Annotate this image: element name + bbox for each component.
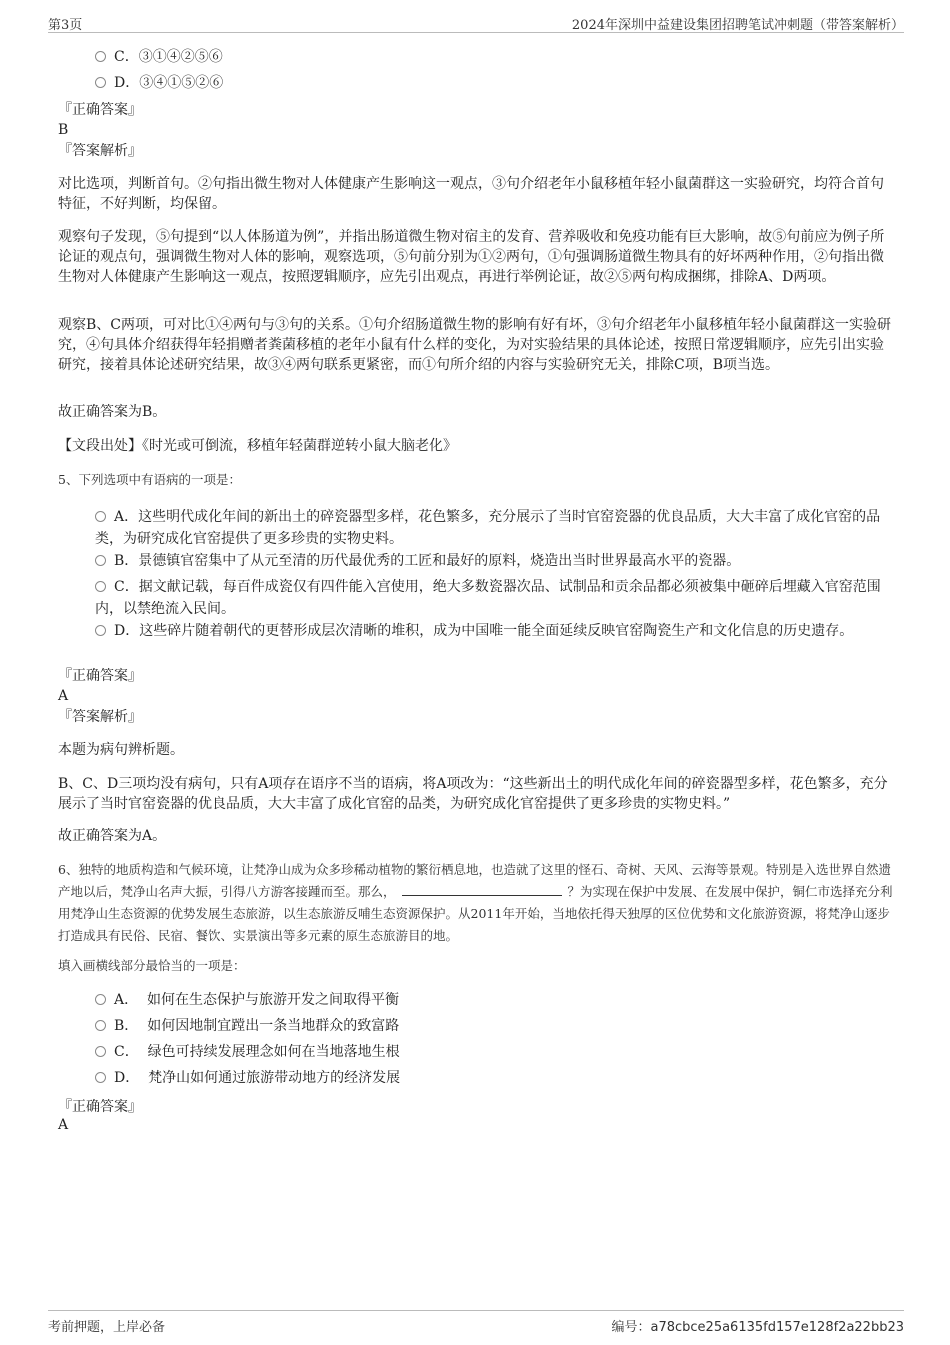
q6-option-b[interactable]: B． 如何因地制宜蹚出一条当地群众的致富路 — [95, 1015, 895, 1037]
radio-icon[interactable] — [95, 1046, 106, 1057]
radio-icon[interactable] — [95, 77, 106, 88]
q6-option-a[interactable]: A． 如何在生态保护与旅游开发之间取得平衡 — [95, 989, 895, 1011]
q5-option-d[interactable]: D．这些碎片随着朝代的更替形成层次清晰的堆积，成为中国唯一能全面延续反映官窑陶瓷生产和文化信息的历史遗存。 — [95, 620, 895, 642]
radio-icon[interactable] — [95, 1020, 106, 1031]
radio-icon[interactable] — [95, 511, 106, 522]
q6-stem: 6、独特的地质构造和气候环境，让梵净山成为众多珍稀动植物的繁衍栖息地，也造就了这里的怪石、奇树、天风、云海等景观。特别是入选世界自然遗产地以后，梵净山名声大振，引得八方游客接踵而至。那么， ？为实现在保护中发展、在发展中保护，铜仁市选择充分利用梵净山生态资源的优势发展生态旅游，以生态旅游反哺生态资源保护。从2011年开始，当地依托得天独厚的区位优势和文化旅游资源，将梵净山逐步打造成具有民俗、民宿、餐饮、实景演出等多元素的原生态旅游目的地。 — [58, 862, 893, 943]
footer-slogan: 考前押题，上岸必备 — [48, 1320, 166, 1335]
q5-answer-label: 『正确答案』 — [58, 668, 142, 684]
q4-analysis-p1: 对比选项，判断首句。②句指出微生物对人体健康产生影响这一观点，③句介绍老年小鼠移植年轻小鼠菌群这一实验研究，均符合首句特征，不好判断，均保留。 — [58, 176, 884, 212]
radio-icon[interactable] — [95, 994, 106, 1005]
radio-icon[interactable] — [95, 581, 106, 592]
radio-icon[interactable] — [95, 1072, 106, 1083]
q5-stem: 5、下列选项中有语病的一项是： — [58, 472, 241, 487]
q5-option-b[interactable]: B．景德镇官窑集中了从元至清的历代最优秀的工匠和最好的原料，烧造出当时世界最高水平的瓷器。 — [95, 550, 895, 572]
q5-option-a[interactable]: A．这些明代成化年间的新出土的碎瓷器型多样，花色繁多，充分展示了当时官窑瓷器的优良品质，大大丰富了成化官窑的品类，为研究成化官窑提供了更多珍贵的实物史料。 — [95, 509, 881, 547]
q5-answer: A — [58, 688, 69, 704]
q4-source: 【文段出处】《时光或可倒流，移植年轻菌群逆转小鼠大脑老化》 — [58, 438, 457, 454]
q4-option-d[interactable]: D．③④①⑤②⑥ — [95, 72, 895, 94]
page-footer — [48, 1310, 904, 1333]
q6-answer-label: 『正确答案』 — [58, 1099, 142, 1115]
radio-icon[interactable] — [95, 51, 106, 62]
q4-option-c[interactable]: C．③①④②⑤⑥ — [95, 46, 895, 68]
page-header — [48, 12, 904, 33]
q4-analysis-label: 『答案解析』 — [58, 143, 142, 159]
q6-answer: A — [58, 1117, 69, 1133]
document-code: 编号：a78cbce25a6135fd157e128f2a22bb23 — [611, 1320, 904, 1335]
q4-analysis-p4: 故正确答案为B。 — [58, 404, 167, 420]
q4-answer: B — [58, 122, 69, 138]
q6-option-d[interactable]: D． 梵净山如何通过旅游带动地方的经济发展 — [95, 1067, 895, 1089]
q4-analysis-p2: 观察句子发现，⑤句提到“以人体肠道为例”，并指出肠道微生物对宿主的发育、营养吸收和免疫功能有巨大影响，故⑤句前应为例子所论证的观点句，强调微生物对人体的影响，观察选项，⑤句前分别为①②两句，①句强调肠道微生物具有的好坏两种作用，②句指出微生物对人体健康产生影响这一观点，按照逻辑顺序，应先引出观点，再进行举例论证，故②⑤两句构成捆绑，排除A、D两项。 — [58, 229, 885, 285]
radio-icon[interactable] — [95, 625, 106, 636]
q6-option-c[interactable]: C． 绿色可持续发展理念如何在当地落地生根 — [95, 1041, 895, 1063]
q5-analysis-p3: 故正确答案为A。 — [58, 828, 167, 844]
q5-analysis-p1: 本题为病句辨析题。 — [58, 742, 184, 758]
fill-blank-line — [402, 881, 562, 896]
q4-analysis-p3: 观察B、C两项，可对比①④两句与③句的关系。①句介绍肠道微生物的影响有好有坏，③句介绍老年小鼠移植年轻小鼠菌群这一实验研究，④句具体介绍获得年轻捐赠者粪菌移植的老年小鼠有什么样的变化，为对实验结果的具体论述，按照日常逻辑顺序，应先引出实验研究，接着具体论述研究结果，故③④两句联系更紧密，而①句所介绍的内容与实验研究无关，排除C项，B项当选。 — [58, 317, 891, 373]
q5-option-c[interactable]: C．据文献记载，每百件成瓷仅有四件能入宫使用，绝大多数瓷器次品、试制品和贡余品都必须被集中砸碎后埋藏入官窑范围内，以禁绝流入民间。 — [95, 579, 881, 617]
q5-analysis-p2: B、C、D三项均没有病句，只有A项存在语序不当的语病，将A项改为：“这些新出土的明代成化年间的碎瓷器型多样，花色繁多，充分展示了当时官窑瓷器的优良品质，大大丰富了成化官窑的品类，为研究成化官窑提供了更多珍贵的实物史料。” — [58, 776, 888, 812]
q6-prompt: 填入画横线部分最恰当的一项是： — [58, 958, 246, 973]
q5-analysis-label: 『答案解析』 — [58, 709, 142, 725]
page-number: 第3页 — [48, 18, 83, 33]
document-title: 2024年深圳中益建设集团招聘笔试冲刺题（带答案解析） — [571, 18, 904, 33]
q4-answer-label: 『正确答案』 — [58, 102, 142, 118]
radio-icon[interactable] — [95, 555, 106, 566]
